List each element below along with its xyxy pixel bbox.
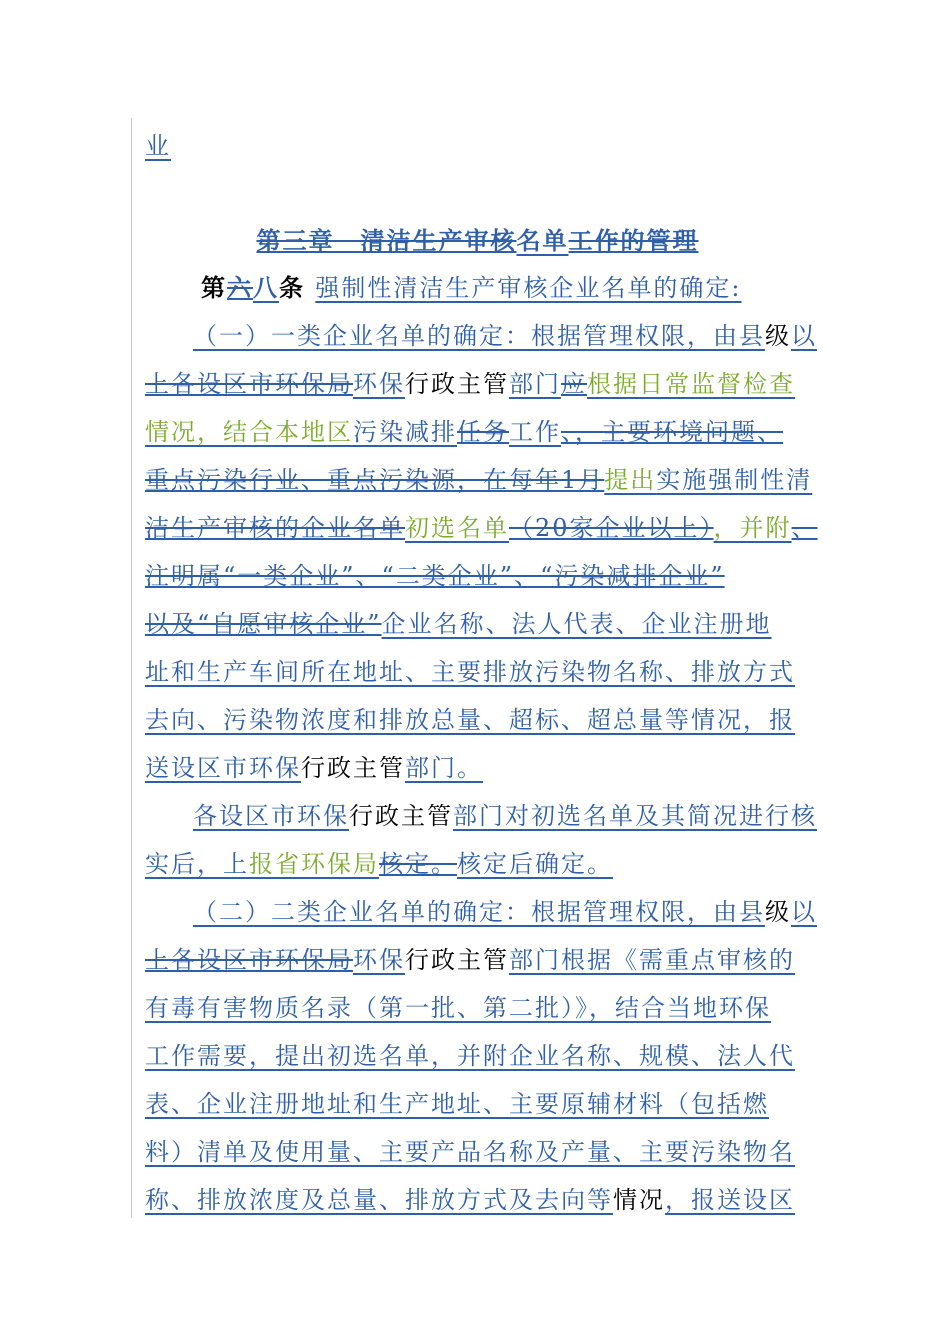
text-line: 送设区市环保行政主管部门。 [145, 754, 483, 782]
text-line: 称、排放浓度及总量、排放方式及去向等情况，报送设区 [145, 1186, 795, 1214]
text-line: 各设区市环保行政主管部门对初选名单及其简况进行核 [193, 802, 817, 830]
chapter-heading: 第三章 清洁生产审核名单工作的管理 [256, 226, 699, 255]
text-line: 上各设区市环保局环保行政主管部门根据《需重点审核的 [145, 946, 795, 974]
text-line: 上各设区市环保局环保行政主管部门应根据日常监督检查 [145, 370, 795, 398]
text-line: 实后，上报省环保局核定。核定后确定。 [145, 850, 613, 878]
text-line: 址和生产车间所在地址、主要排放污染物名称、排放方式 [145, 658, 795, 686]
text-line: 重点污染行业、重点污染源，在每年1月提出实施强制性清 [145, 466, 813, 494]
text-line: 业 [145, 132, 171, 160]
text-line: 料）清单及使用量、主要产品名称及产量、主要污染物名 [145, 1138, 795, 1166]
text-line: 有毒有害物质名录（第一批、第二批）》，结合当地环保 [145, 994, 771, 1022]
text-line: （一）一类企业名单的确定：根据管理权限，由县级以 [193, 322, 817, 350]
text-line: 洁生产审核的企业名单初选名单（20家企业以上），并附、 [145, 514, 818, 542]
text-line: （二）二类企业名单的确定：根据管理权限，由县级以 [193, 898, 817, 926]
text-line: 工作需要，提出初选名单，并附企业名称、规模、法人代 [145, 1042, 795, 1070]
article-heading: 第六八条 强制性清洁生产审核企业名单的确定: [201, 273, 742, 302]
text-line: 表、企业注册地址和生产地址、主要原辅材料（包括燃 [145, 1090, 769, 1118]
text-line: 情况，结合本地区污染减排任务工作、，主要环境问题、 [145, 418, 783, 446]
left-margin-rule [131, 118, 132, 1218]
text-line: 去向、污染物浓度和排放总量、超标、超总量等情况，报 [145, 706, 795, 734]
text-line: 以及“自愿审核企业”企业名称、法人代表、企业注册地 [145, 610, 772, 638]
text-line: 注明属“一类企业”、“二类企业”、“污染减排企业” [145, 562, 725, 590]
